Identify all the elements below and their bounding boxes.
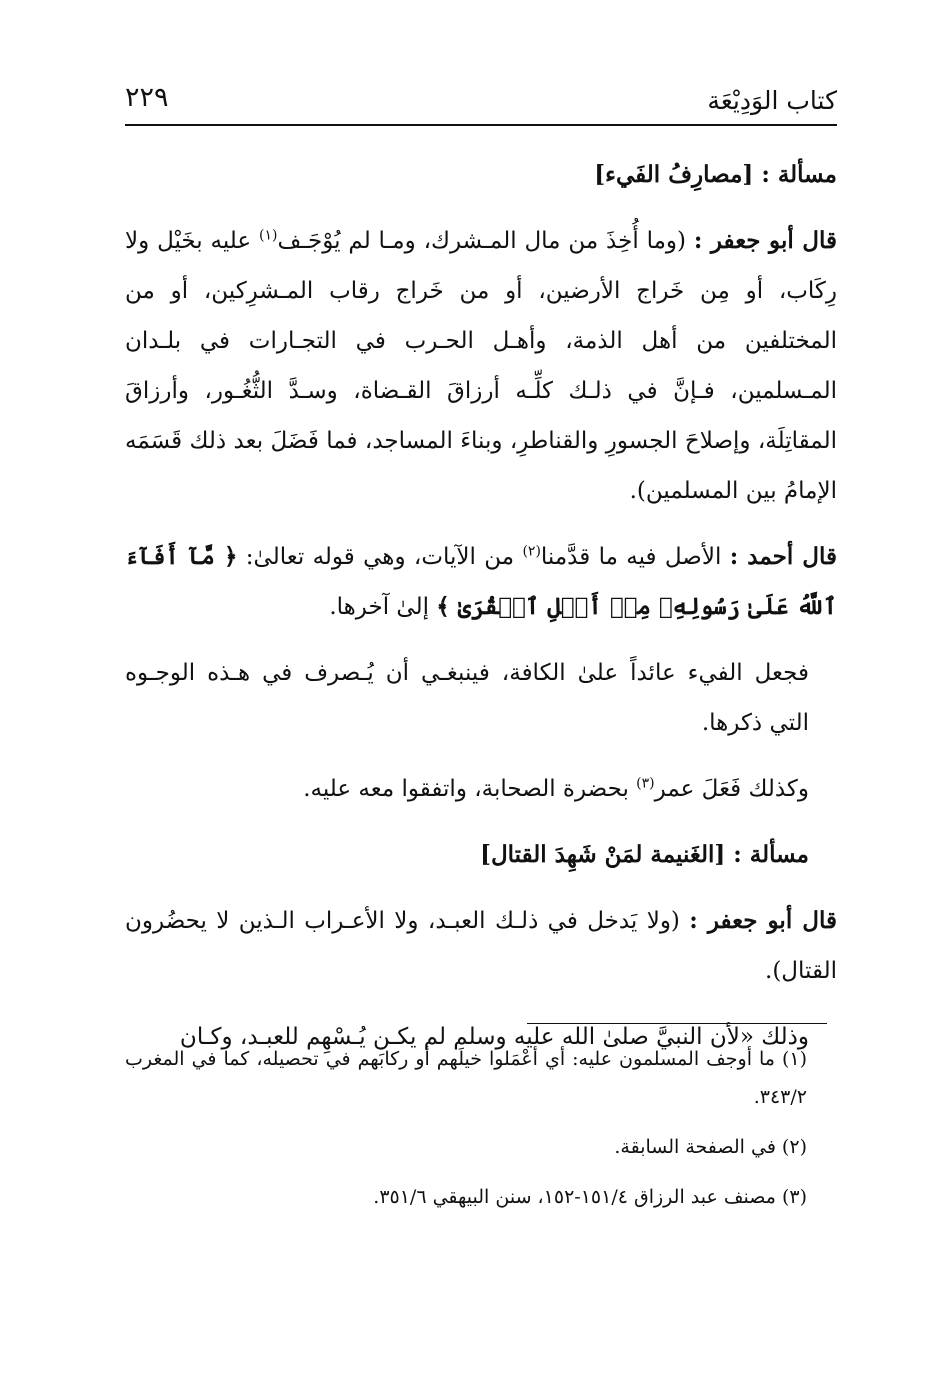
paragraph-text: وكذلك فَعَلَ عمر [654,776,809,802]
quran-verse: ﴿ مَّآ أَفَآءَ ٱللَّهُ عَلَىٰ رَسُولِهِۦ مِنۡ أَهۡلِ ٱلۡقُرَىٰ ﴾ [125,543,837,620]
paragraph-text: بحضرة الصحابة، واتفقوا معه عليه. [303,776,637,802]
speaker-label: قال أبو جعفر : [693,227,837,254]
section-heading-fay: مسألة : [مصارِفُ الفَيء] [594,161,837,188]
paragraph-ahmad [125,532,837,632]
paragraph-text: الأصل فيه ما قدَّمنا [540,544,730,570]
paragraph-abu-jafar-2 [125,896,837,996]
header-rule [125,124,837,126]
paragraph-text: عليه بخَيْل ولا رِكَاب، أو مِن خَراج الأرضين، أو من خَراج رقاب المـشرِكين، أو من المختلفين من أهل الذمة، وأهـل الحـرب في التجـارات في بلـدان المـسلمين، فـإنَّ في ذلـك كلِّـه أرزاقَ القـضاة، وسـدَّ الثُّغُـور، وأرزاقَ المقاتِلَة، وإصلاحَ الجسورِ والقناطرِ، وبناءَ المساجد، فما فَضَلَ بعد ذلك قَسَمَه الإمامُ بين المسلمين). [125,228,837,504]
speaker-label: قال أحمد : [729,543,837,570]
paragraph-text: من الآيات، وهي قوله تعالىٰ: [237,544,523,570]
footnotes [125,1040,837,1228]
speaker-label: قال أبو جعفر : [689,907,837,934]
footnote-separator [527,1023,827,1024]
paragraph-text: (وما أُخِذَ من مال المـشرك، ومـا لم يُوْجَـف [277,228,694,254]
paragraph-abu-jafar-1 [125,216,837,516]
paragraph-text: (ولا يَدخل في ذلـك العبـد، ولا الأعـراب الـذين لا يحضُرون القتال). [125,908,837,984]
footnote-ref-2: (٢) [522,543,541,560]
paragraph-text: إلىٰ آخرها. [329,594,437,620]
page-number: ٢٢٩ [125,82,169,113]
paragraph-umar [125,764,837,814]
running-header [125,80,837,120]
footnote-1: (١) ما أوجف المسلمون عليه: أي أعْمَلوا خيلَهم أو ركابَهم في تحصيله، كما في المغرب ٣٤٣/٢. [125,1048,807,1108]
footnote-3: (٣) مصنف عبد الرزاق ١٥١/٤-١٥٢، سنن البيهقي ٣٥١/٦. [373,1186,807,1208]
section-heading-ghanima: مسألة : [الغَنيمة لمَنْ شَهِدَ القتال] [480,841,809,868]
main-text [125,150,837,1078]
paragraph-prophet-slave: وذلك «لأن النبيَّ صلىٰ الله عليه وسلم لم يكـن يُـسْهِم للعبـد، وكـان [179,1024,809,1050]
footnote-ref-1: (١) [259,227,278,244]
footnote-ref-3: (٣) [636,775,655,792]
paragraph-fay-distribution: فجعل الفيء عائداً علىٰ الكافة، فينبغـي أن يُـصرف في هـذه الوجـوه التي ذكرها. [125,660,809,736]
footnote-2: (٢) في الصفحة السابقة. [614,1136,807,1158]
book-title: كتاب الوَدِيْعَة [707,86,837,115]
